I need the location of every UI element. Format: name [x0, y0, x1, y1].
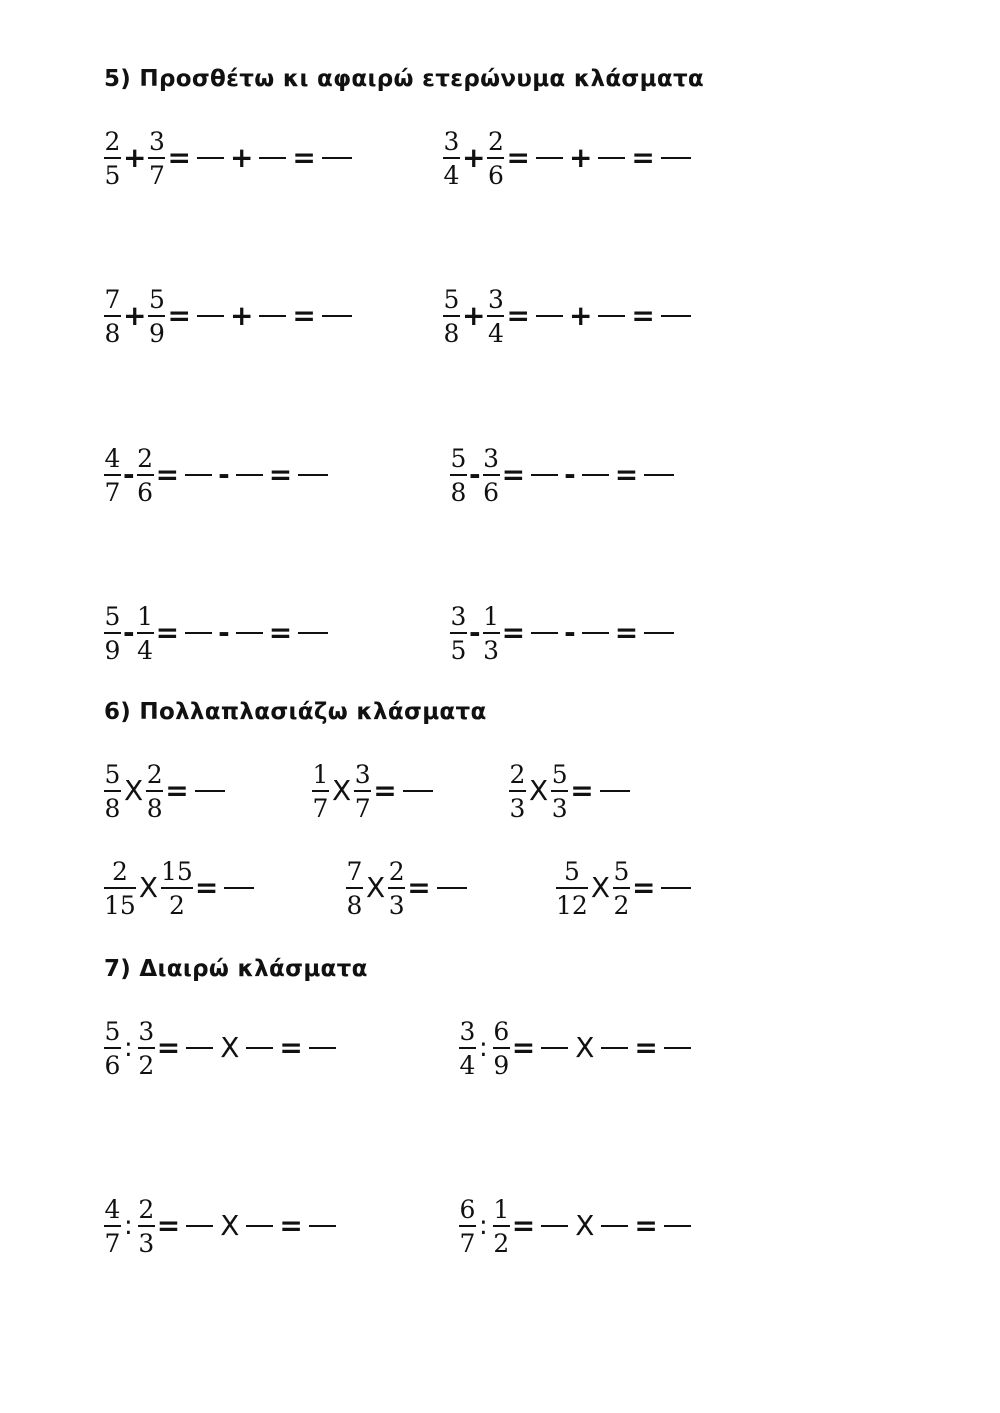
answer-blank: [186, 1225, 213, 1227]
fraction-a: $\frac{1}{7}$: [312, 759, 329, 823]
fraction-b: $\frac{2}{3}$: [138, 1194, 155, 1258]
fraction-a: $\frac{5}{8}$: [443, 284, 460, 348]
fraction-b: $\frac{5}{9}$: [149, 284, 165, 348]
section-7-heading: 7) Διαιρώ κλάσματα: [104, 956, 368, 982]
equals-sign: =: [292, 141, 316, 174]
operator: +: [462, 141, 486, 174]
answer-blank: [322, 157, 352, 159]
answer-blank: [185, 474, 212, 476]
fraction-b: $\frac{1}{2}$: [493, 1194, 510, 1258]
operator: +: [229, 141, 254, 174]
multiplication-exercise-2: [312, 751, 437, 831]
subtraction-exercise-2: [450, 435, 678, 515]
operator: -: [469, 458, 481, 491]
answer-blank: [403, 790, 433, 792]
equals-sign: =: [634, 1031, 658, 1064]
equals-sign: =: [279, 1209, 303, 1242]
answer-blank: [664, 1047, 691, 1049]
operator: +: [229, 299, 254, 332]
fraction-a: $\frac{2}{5}$: [104, 126, 121, 190]
operator: +: [123, 299, 147, 332]
equals-sign: =: [631, 299, 655, 332]
operator: -: [469, 616, 481, 649]
answer-blank: [582, 632, 609, 634]
times-sign: X: [332, 774, 352, 807]
subtraction-exercise-4: [450, 593, 678, 673]
equals-sign: =: [511, 1031, 536, 1064]
division-exercise-4: [459, 1186, 695, 1266]
equals-sign: =: [194, 871, 219, 904]
answer-blank: [322, 315, 352, 317]
equals-sign: =: [631, 141, 655, 174]
section-6-heading: 6) Πολλαπλασιάζω κλάσματα: [104, 699, 487, 725]
equals-sign: =: [155, 616, 180, 649]
division-sign: :: [479, 1033, 488, 1063]
fraction-a: $\frac{7}{8}$: [346, 856, 363, 920]
times-sign: X: [220, 1209, 240, 1242]
answer-blank: [664, 1225, 691, 1227]
equals-sign: =: [634, 1209, 658, 1242]
answer-blank: [536, 157, 563, 159]
equals-sign: =: [268, 616, 293, 649]
equals-sign: =: [373, 774, 397, 807]
fraction-a: $\frac{5}{9}$: [104, 601, 121, 665]
subtraction-exercise-3: [104, 593, 332, 673]
answer-blank: [536, 315, 563, 317]
multiplication-exercise-4: [104, 848, 258, 928]
answer-blank: [582, 474, 609, 476]
fraction-b: $\frac{2}{3}$: [388, 856, 405, 920]
answer-blank: [309, 1225, 336, 1227]
answer-blank: [236, 474, 263, 476]
multiplication-exercise-5: [346, 848, 471, 928]
answer-blank: [644, 632, 674, 634]
answer-blank: [197, 315, 224, 317]
fraction-a: $\frac{2}{15}$: [104, 856, 136, 920]
equals-sign: =: [511, 1209, 536, 1242]
operator: -: [564, 616, 576, 649]
fraction-b: $\frac{1}{3}$: [483, 601, 500, 665]
answer-blank: [541, 1225, 568, 1227]
equals-sign: =: [614, 458, 639, 491]
multiplication-exercise-6: [556, 848, 695, 928]
times-sign: X: [138, 871, 158, 904]
fraction-a: $\frac{2}{3}$: [509, 759, 526, 823]
fraction-b: $\frac{5}{3}$: [551, 759, 568, 823]
fraction-b: $\frac{2}{8}$: [146, 759, 163, 823]
fraction-a: $\frac{5}{8}$: [104, 759, 121, 823]
answer-blank: [600, 790, 630, 792]
addition-exercise-4: [443, 276, 695, 356]
addition-exercise-1: [104, 118, 356, 198]
answer-blank: [661, 157, 691, 159]
times-sign: X: [590, 871, 610, 904]
fraction-b: $\frac{3}{7}$: [354, 759, 371, 823]
equals-sign: =: [167, 141, 191, 174]
operator: +: [123, 141, 147, 174]
fraction-b: $\frac{3}{2}$: [138, 1016, 155, 1080]
answer-blank: [601, 1225, 628, 1227]
equals-sign: =: [292, 299, 316, 332]
answer-blank: [541, 1047, 568, 1049]
equals-sign: =: [570, 774, 594, 807]
fraction-b: $\frac{3}{7}$: [149, 126, 165, 190]
answer-blank: [298, 474, 328, 476]
answer-blank: [246, 1047, 273, 1049]
operator: -: [123, 616, 135, 649]
answer-blank: [195, 790, 225, 792]
operator: -: [123, 458, 135, 491]
times-sign: X: [366, 871, 386, 904]
equals-sign: =: [407, 871, 431, 904]
equals-sign: =: [501, 458, 526, 491]
operator: +: [462, 299, 486, 332]
section-5-heading: 5) Προσθέτω κι αφαιρώ ετερώνυμα κλάσματα: [104, 66, 705, 92]
equals-sign: =: [156, 1031, 181, 1064]
fraction-a: $\frac{5}{8}$: [450, 443, 467, 507]
division-sign: :: [124, 1033, 133, 1063]
equals-sign: =: [506, 141, 530, 174]
answer-blank: [598, 157, 625, 159]
answer-blank: [197, 157, 224, 159]
equals-sign: =: [632, 871, 656, 904]
times-sign: X: [575, 1209, 595, 1242]
times-sign: X: [220, 1031, 240, 1064]
equals-sign: =: [506, 299, 530, 332]
subtraction-exercise-1: [104, 435, 332, 515]
times-sign: X: [575, 1031, 595, 1064]
equals-sign: =: [167, 299, 191, 332]
division-exercise-3: [104, 1186, 340, 1266]
times-sign: X: [124, 774, 144, 807]
answer-blank: [531, 474, 558, 476]
operator: +: [568, 141, 593, 174]
fraction-b: $\frac{3}{6}$: [483, 443, 500, 507]
answer-blank: [661, 887, 691, 889]
division-exercise-1: [104, 1008, 340, 1088]
answer-blank: [601, 1047, 628, 1049]
answer-blank: [259, 315, 286, 317]
fraction-a: $\frac{6}{7}$: [459, 1194, 476, 1258]
fraction-b: $\frac{3}{4}$: [488, 284, 504, 348]
fraction-a: $\frac{5}{6}$: [104, 1016, 121, 1080]
fraction-a: $\frac{5}{12}$: [556, 856, 588, 920]
fraction-b: $\frac{5}{2}$: [613, 856, 630, 920]
fraction-a: $\frac{7}{8}$: [104, 284, 121, 348]
division-sign: :: [479, 1211, 488, 1241]
multiplication-exercise-1: [104, 751, 229, 831]
operator: -: [218, 616, 230, 649]
operator: -: [564, 458, 576, 491]
fraction-a: $\frac{3}{5}$: [450, 601, 467, 665]
equals-sign: =: [156, 1209, 181, 1242]
division-sign: :: [124, 1211, 133, 1241]
answer-blank: [185, 632, 212, 634]
addition-exercise-2: [443, 118, 695, 198]
answer-blank: [186, 1047, 213, 1049]
equals-sign: =: [268, 458, 293, 491]
operator: -: [218, 458, 230, 491]
answer-blank: [437, 887, 467, 889]
answer-blank: [259, 157, 286, 159]
answer-blank: [644, 474, 674, 476]
division-exercise-2: [459, 1008, 695, 1088]
fraction-a: $\frac{4}{7}$: [104, 1194, 121, 1258]
equals-sign: =: [279, 1031, 303, 1064]
answer-blank: [531, 632, 558, 634]
fraction-b: $\frac{6}{9}$: [493, 1016, 510, 1080]
multiplication-exercise-3: [509, 751, 634, 831]
times-sign: X: [529, 774, 549, 807]
fraction-a: $\frac{4}{7}$: [104, 443, 121, 507]
answer-blank: [598, 315, 625, 317]
fraction-a: $\frac{3}{4}$: [459, 1016, 476, 1080]
fraction-b: $\frac{2}{6}$: [488, 126, 504, 190]
fraction-b: $\frac{2}{6}$: [137, 443, 154, 507]
fraction-a: $\frac{3}{4}$: [443, 126, 460, 190]
answer-blank: [298, 632, 328, 634]
answer-blank: [246, 1225, 273, 1227]
answer-blank: [309, 1047, 336, 1049]
addition-exercise-3: [104, 276, 356, 356]
fraction-b: $\frac{15}{2}$: [161, 856, 193, 920]
operator: +: [568, 299, 593, 332]
fraction-b: $\frac{1}{4}$: [137, 601, 154, 665]
answer-blank: [224, 887, 254, 889]
answer-blank: [661, 315, 691, 317]
equals-sign: =: [155, 458, 180, 491]
equals-sign: =: [614, 616, 639, 649]
equals-sign: =: [165, 774, 189, 807]
answer-blank: [236, 632, 263, 634]
equals-sign: =: [501, 616, 526, 649]
